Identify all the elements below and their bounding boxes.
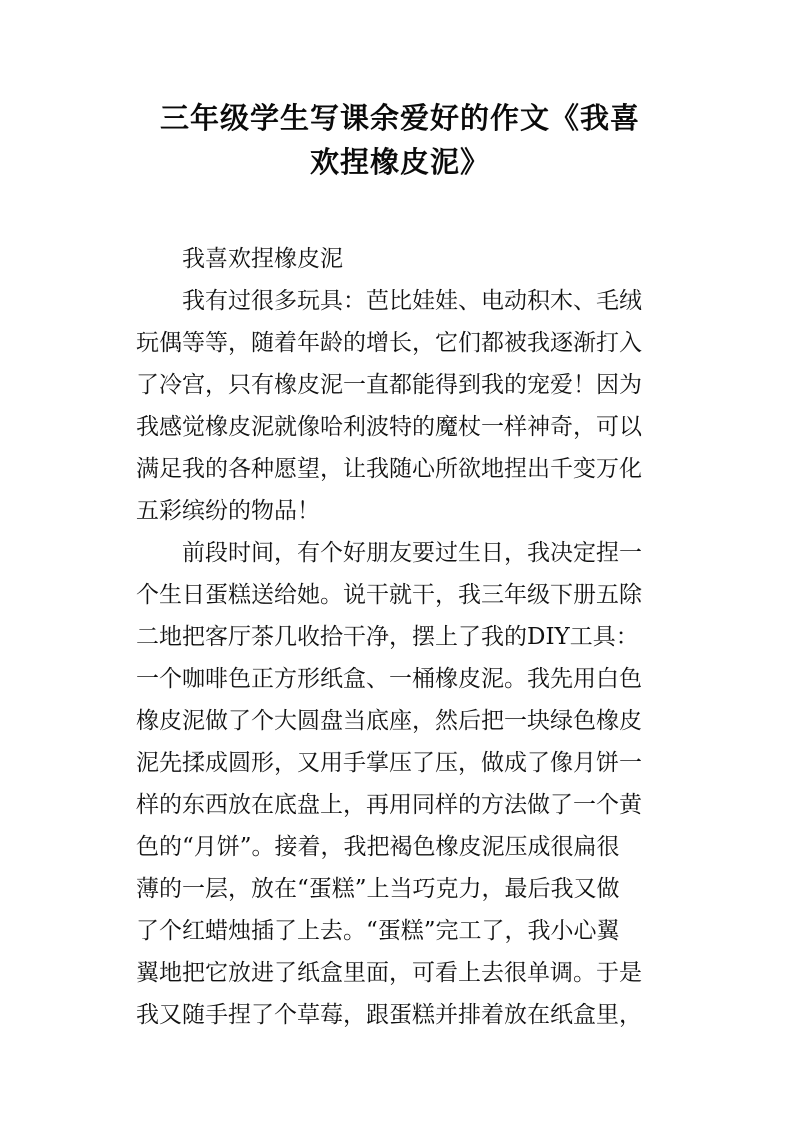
document-title [60, 96, 740, 184]
paragraph-line: 色的“月饼”。接着，我把褐色橡皮泥压成很扁很 [136, 834, 620, 860]
paragraph-line: 前段时间，有个好朋友要过生日，我决定捏一 [182, 540, 642, 566]
paragraph-line: 五彩缤纷的物品！ [136, 498, 320, 524]
paragraph-line: 我有过很多玩具：芭比娃娃、电动积木、毛绒 [182, 288, 642, 314]
paragraph-line: 橡皮泥做了个大圆盘当底座，然后把一块绿色橡皮 [136, 708, 642, 734]
paragraph-line: 我又随手捏了个草莓，跟蛋糕并排着放在纸盒里， [136, 1002, 642, 1028]
paragraph-2 [136, 532, 666, 1036]
paragraph-line: 我感觉橡皮泥就像哈利波特的魔杖一样神奇，可以 [136, 414, 642, 440]
paragraph-line: 满足我的各种愿望，让我随心所欲地捏出千变万化 [136, 456, 642, 482]
paragraph-line: 玩偶等等，随着年龄的增长，它们都被我逐渐打入 [136, 330, 642, 356]
article-body [136, 238, 666, 1036]
paragraph-line: 了个红蜡烛插了上去。“蛋糕”完工了，我小心翼 [136, 918, 620, 944]
article-subtitle: 我喜欢捏橡皮泥 [182, 246, 343, 272]
paragraph-line: 泥先揉成圆形，又用手掌压了压，做成了像月饼一 [136, 750, 642, 776]
paragraph-line: 个生日蛋糕送给她。说干就干，我三年级下册五除 [136, 582, 642, 608]
paragraph-line: 薄的一层，放在“蛋糕”上当巧克力，最后我又做 [136, 876, 620, 902]
paragraph-line: 一个咖啡色正方形纸盒、一桶橡皮泥。我先用白色 [136, 666, 642, 692]
title-line-2: 欢捏橡皮泥》 [309, 145, 490, 179]
paragraph-line: 翼地把它放进了纸盒里面，可看上去很单调。于是 [136, 960, 642, 986]
title-line-1: 三年级学生写课余爱好的作文《我喜 [159, 101, 640, 135]
paragraph-line: 二地把客厅茶几收拾干净，摆上了我的DIY工具： [136, 624, 639, 650]
paragraph-line: 样的东西放在底盘上，再用同样的方法做了一个黄 [136, 792, 642, 818]
paragraph-line: 了冷宫，只有橡皮泥一直都能得到我的宠爱！因为 [136, 372, 642, 398]
paragraph-1 [136, 280, 666, 532]
